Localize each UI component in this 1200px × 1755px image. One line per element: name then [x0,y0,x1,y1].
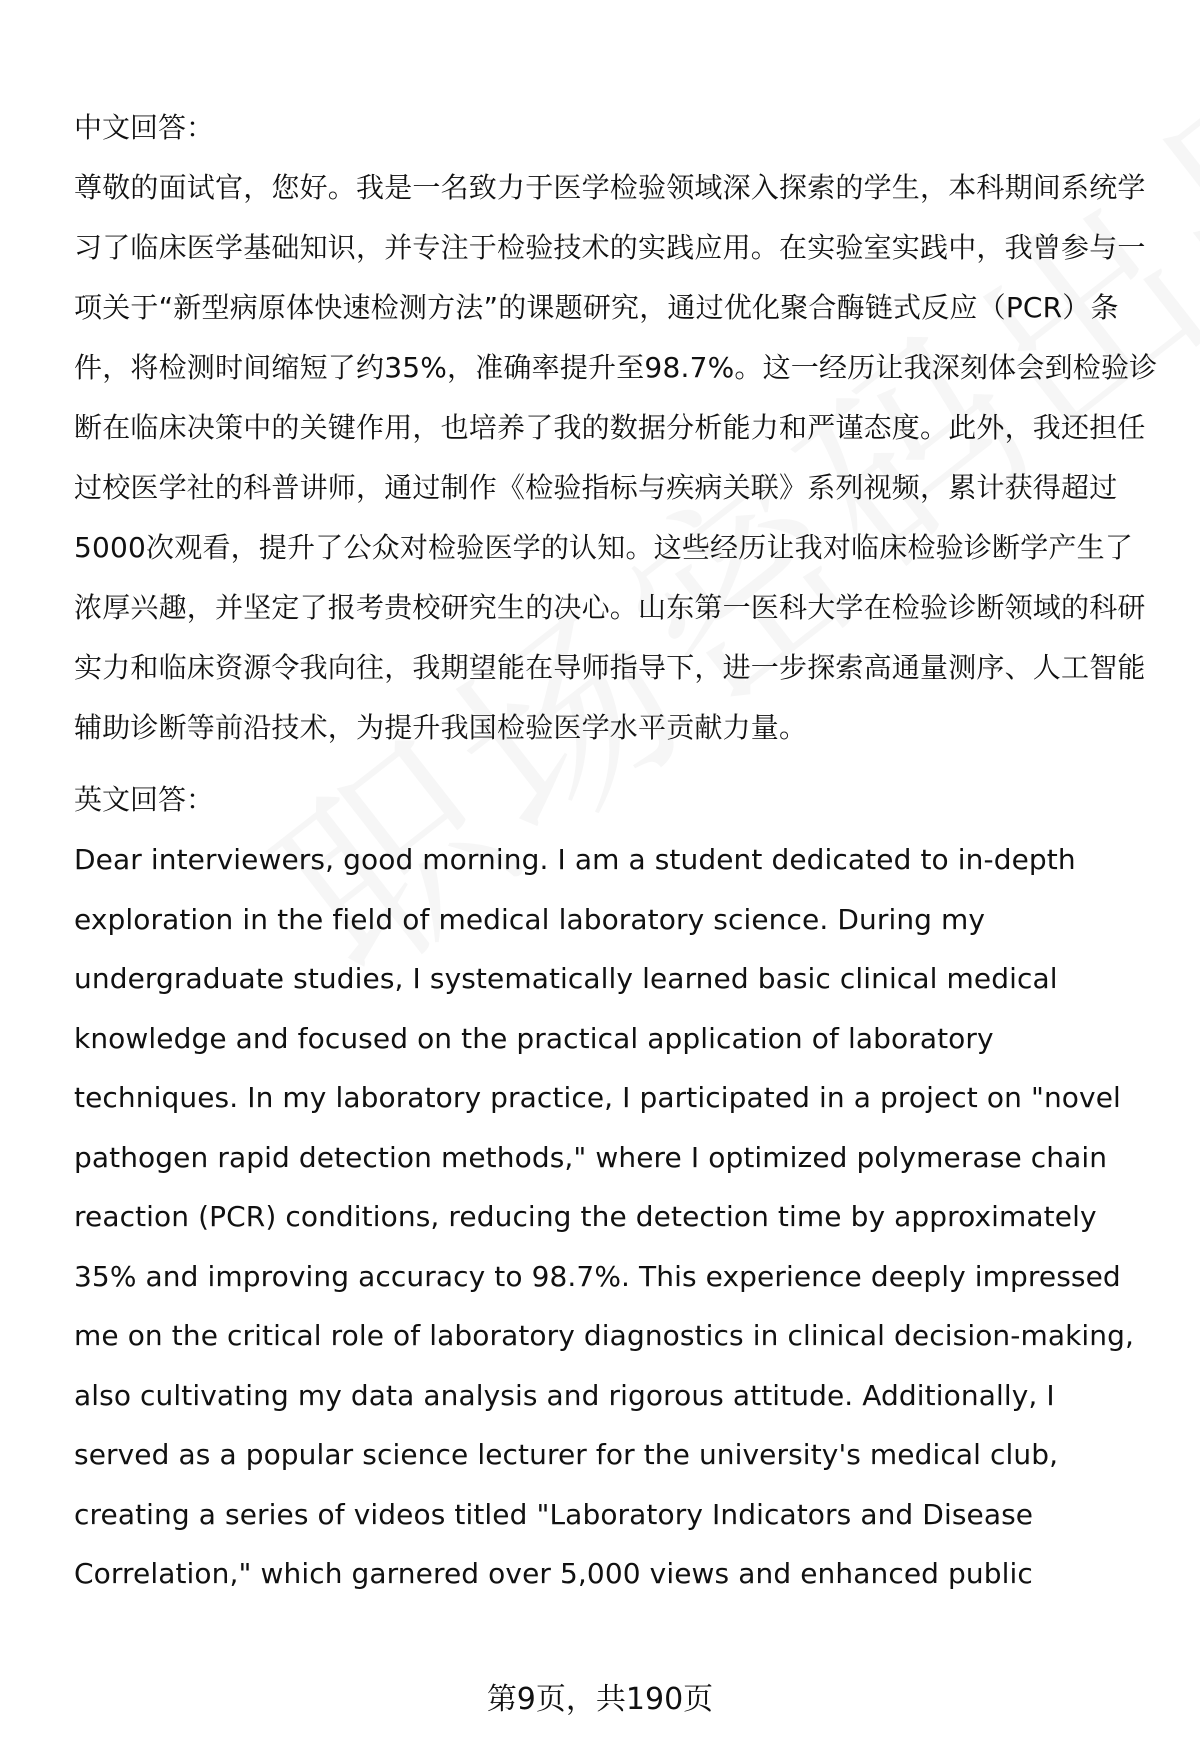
page-number-footer: 第9页，共190页 [486,1682,714,1717]
english-answer-text: Dear interviewers, good morning. I am a student dedicated to in-depth exploration in the field of medical laboratory science. During my undergraduate studies, I systematically learned basic clinical medical knowledge and focused on the practical application of laboratory techniques. In my laboratory practice, I participated in a project on "novel pathogen rapid detection methods," where I optimized polymerase chain reaction (PCR) conditions, reducing the detection time by approximately 35% and improving accuracy to 98.7%. This experience deeply impressed me on the critical role of laboratory diagnostics in clinical decision-making, also cultivating my data analysis and rigorous attitude. Additionally, I served as a popular science lecturer for the university's medical club, creating a series of videos titled "Laboratory Indicators and Disease Correlation," which garnered over 5,000 views and enhanced public [74,843,1135,1590]
chinese-answer-label: 中文回答： [74,111,215,144]
chinese-answer-text: 尊敬的面试官，您好。我是一名致力于医学检验领域深入探索的学生，本科期间系统学习了临床医学基础知识，并专注于检验技术的实践应用。在实验室实践中，我曾参与一项关于“新型病原体快速检测方法”的课题研究，通过优化聚合酶链式反应（PCR）条件，将检测时间缩短了约35%，准确率提升至98.7%。这一经历让我深刻体会到检验诊断在临床决策中的关键作用，也培养了我的数据分析能力和严谨态度。此外，我还担任过校医学社的科普讲师，通过制作《检验指标与疾病关联》系列视频，累计获得超过5000次观看，提升了公众对检验医学的认知。这些经历让我对临床检验诊断学产生了浓厚兴趣，并坚定了报考贵校研究生的决心。山东第一医科大学在检验诊断领域的科研实力和临床资源令我向往，我期望能在导师指导下，进一步探索高通量测序、人工智能辅助诊断等前沿技术，为提升我国检验医学水平贡献力量。 [74,171,1158,744]
document-content [74,98,1164,1604]
chinese-answer-section [74,98,1164,758]
english-answer-section [74,770,1164,1604]
english-answer-label: 英文回答： [74,783,215,816]
